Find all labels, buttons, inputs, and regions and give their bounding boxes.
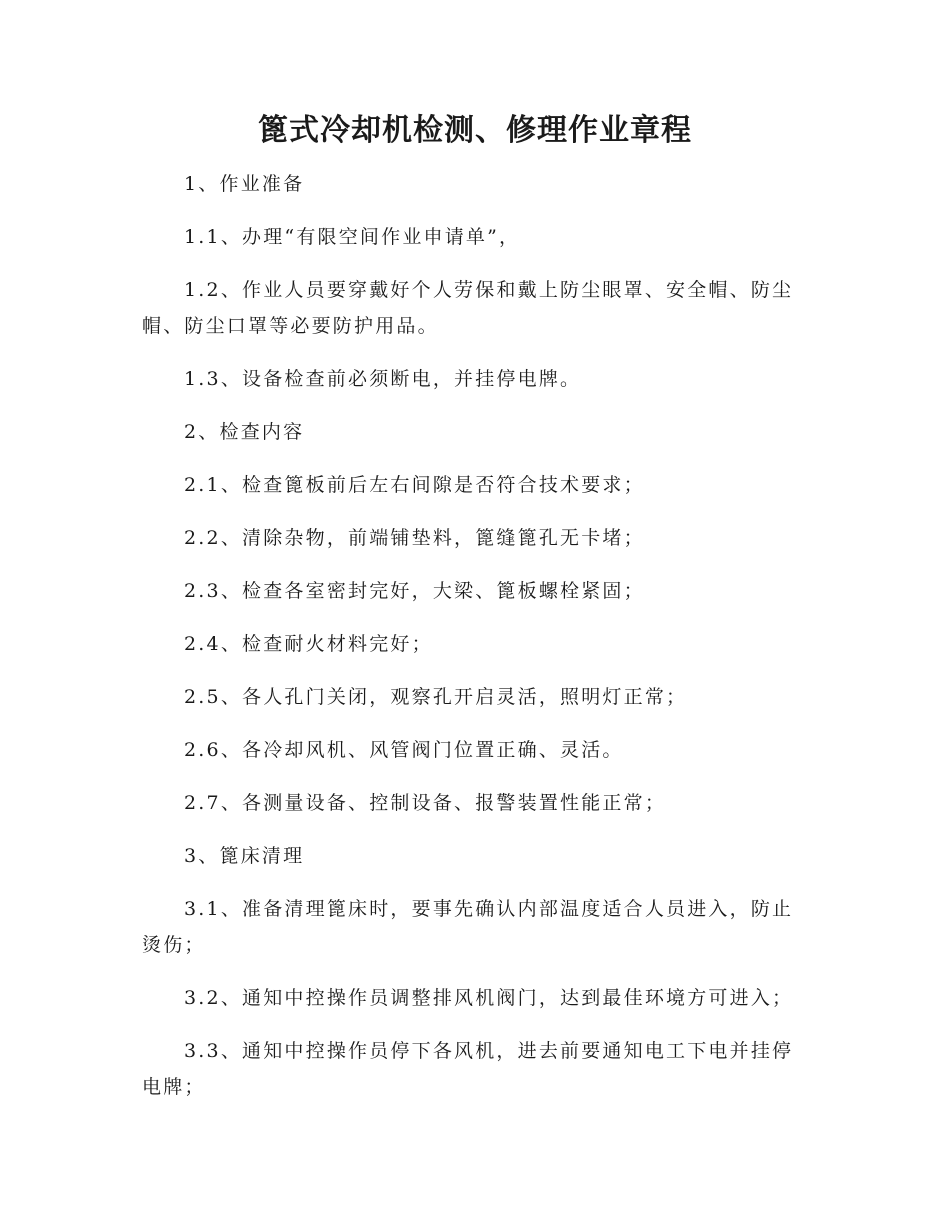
paragraph-3-1: 3.1、准备清理篦床时，要事先确认内部温度适合人员进入，防止烫伤； bbox=[142, 898, 794, 956]
section-heading-3: 3、篦床清理 bbox=[184, 845, 305, 867]
paragraph-2-6: 2.6、各冷却风机、风管阀门位置正确、灵活。 bbox=[184, 739, 624, 761]
paragraph-2-2: 2.2、清除杂物，前端铺垫料，篦缝篦孔无卡堵； bbox=[184, 527, 645, 549]
paragraph-2-4: 2.4、检查耐火材料完好； bbox=[184, 633, 433, 655]
paragraph-1-1: 1.1、办理“有限空间作业申请单”， bbox=[184, 226, 521, 248]
paragraph-2-7: 2.7、各测量设备、控制设备、报警装置性能正常； bbox=[184, 792, 667, 814]
paragraph-3-3: 3.3、通知中控操作员停下各风机，进去前要通知电工下电并挂停电牌； bbox=[142, 1040, 794, 1098]
paragraph-1-2: 1.2、作业人员要穿戴好个人劳保和戴上防尘眼罩、安全帽、防尘帽、防尘口罩等必要防护用品。 bbox=[142, 279, 794, 337]
paragraph-3-2: 3.2、通知中控操作员调整排风机阀门，达到最佳环境方可进入； bbox=[184, 987, 794, 1009]
section-heading-2: 2、检查内容 bbox=[184, 421, 305, 443]
section-heading-1: 1、作业准备 bbox=[184, 173, 305, 195]
document-title: 篦式冷却机检测、修理作业章程 bbox=[258, 113, 692, 148]
paragraph-1-3: 1.3、设备检查前必须断电，并挂停电牌。 bbox=[184, 368, 582, 390]
paragraph-2-5: 2.5、各人孔门关闭，观察孔开启灵活，照明灯正常； bbox=[184, 686, 688, 708]
document-body bbox=[142, 166, 810, 1122]
paragraph-2-3: 2.3、检查各室密封完好，大梁、篦板螺栓紧固； bbox=[184, 580, 645, 602]
paragraph-2-1: 2.1、检查篦板前后左右间隙是否符合技术要求； bbox=[184, 474, 645, 496]
